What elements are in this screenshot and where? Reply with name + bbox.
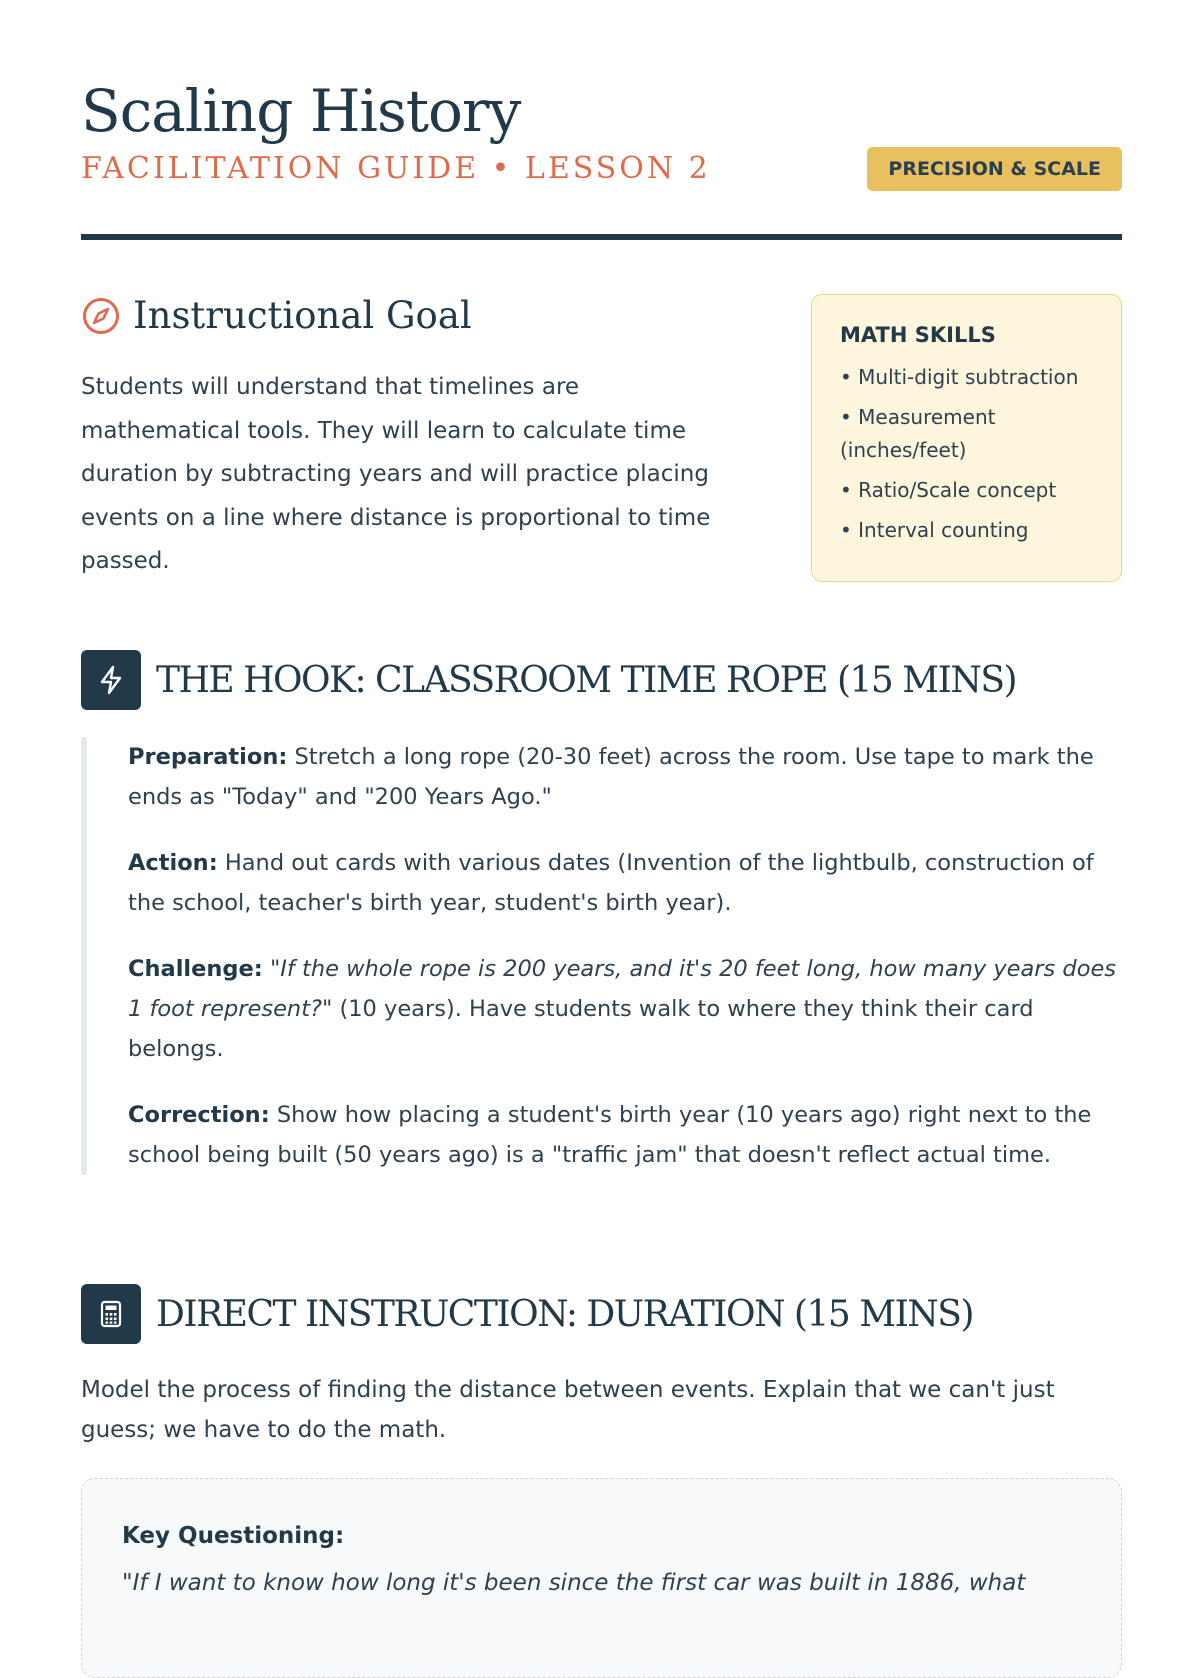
key-questioning-box <box>81 1478 1122 1678</box>
correction-text: Show how placing a student's birth year (10 years ago) right next to the school being built (50 years ago) is a "traffic jam" that doesn't reflect actual time. <box>128 1102 1092 1168</box>
direct-instruction-text: Model the process of finding the distance between events. Explain that we can't just guess; we have to do the math. <box>81 1377 1055 1443</box>
skill-item: • Ratio/Scale concept <box>840 474 1101 507</box>
compass-icon <box>81 296 121 336</box>
page-subtitle: FACILITATION GUIDE • LESSON 2 <box>81 151 711 186</box>
math-skills-title: MATH SKILLS <box>840 323 996 347</box>
goal-description: Students will understand that timelines are mathematical tools. They will learn to calculate time duration by subtracting years and will practice placing events on a line where distance is proportional to time passed. <box>81 374 711 574</box>
preparation-text: Stretch a long rope (20-30 feet) across the room. Use tape to mark the ends as "Today" and "200 Years Ago." <box>128 744 1094 810</box>
goal-heading <box>81 294 472 337</box>
action-label: Action: <box>128 850 218 876</box>
goal-title: Instructional Goal <box>133 294 472 337</box>
direct-instruction-heading <box>81 1284 973 1344</box>
math-skills-list <box>840 361 1101 547</box>
page-title: Scaling History <box>81 77 521 145</box>
challenge-text: (10 years). Have students walk to where they think their card belongs. <box>128 996 1034 1062</box>
key-questioning-text: "If I want to know how long it's been since the first car was built in 1886, what <box>122 1570 1026 1596</box>
key-questioning-label: Key Questioning: <box>122 1523 345 1549</box>
action-step <box>128 843 1122 923</box>
hook-title: THE HOOK: CLASSROOM TIME ROPE (15 MINS) <box>156 659 1017 701</box>
challenge-step <box>128 949 1122 1069</box>
skill-item: • Measurement (inches/feet) <box>840 401 1101 467</box>
calculator-icon <box>96 1299 126 1329</box>
topic-badge: PRECISION & SCALE <box>867 147 1122 191</box>
action-text: Hand out cards with various dates (Invention of the lightbulb, construction of the school, teacher's birth year, student's birth year). <box>128 850 1094 916</box>
skill-item: • Multi-digit subtraction <box>840 361 1101 394</box>
skill-item: • Interval counting <box>840 514 1101 547</box>
math-skills-card <box>811 294 1122 582</box>
direct-instruction-title: DIRECT INSTRUCTION: DURATION (15 MINS) <box>156 1293 974 1335</box>
challenge-label: Challenge: <box>128 956 263 982</box>
hook-icon-box <box>81 650 141 710</box>
hook-steps <box>81 737 1122 1175</box>
preparation-step <box>128 737 1122 817</box>
challenge-quote: "If the whole rope is 200 years, and it's 20 feet long, how many years does 1 foot represent?" <box>128 956 1117 1022</box>
header-divider <box>81 234 1122 240</box>
preparation-label: Preparation: <box>128 744 288 770</box>
correction-label: Correction: <box>128 1102 270 1128</box>
correction-step <box>128 1095 1122 1175</box>
hook-heading <box>81 650 1016 710</box>
lightning-icon <box>95 664 127 696</box>
direct-icon-box <box>81 1284 141 1344</box>
